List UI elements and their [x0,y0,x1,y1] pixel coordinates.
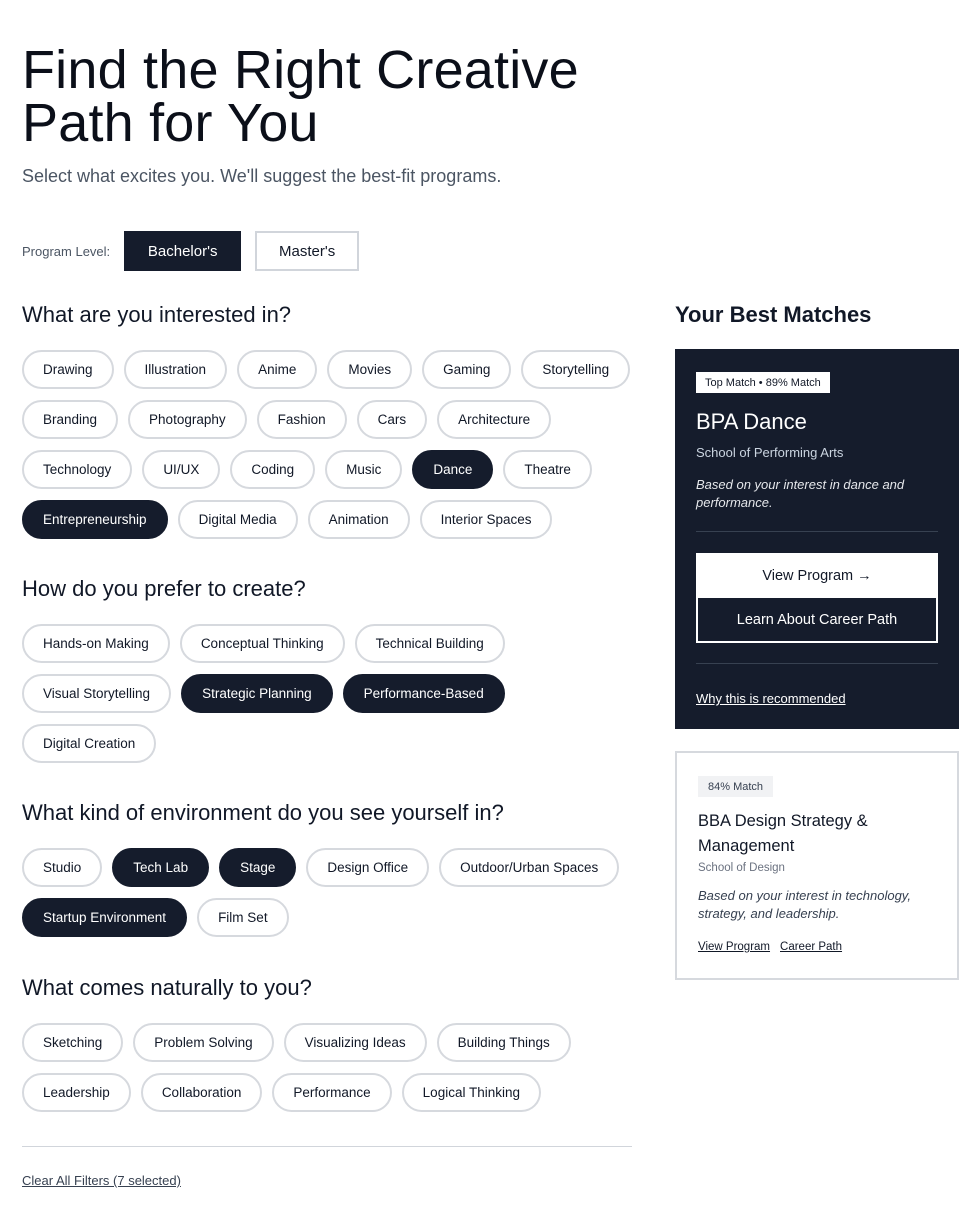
filter-chip[interactable]: Technical Building [355,624,505,663]
environment-title: What kind of environment do you see yourself in? [22,800,504,825]
filter-chip[interactable]: Entrepreneurship [22,500,168,539]
page-subtitle: Select what excites you. We'll suggest the best-fit programs. [22,166,502,186]
filter-chip[interactable]: Problem Solving [133,1023,273,1062]
interests-title: What are you interested in? [22,302,292,327]
filter-chip[interactable]: Branding [22,400,118,439]
filter-chip[interactable]: Storytelling [521,350,630,389]
filter-chip[interactable]: Technology [22,450,132,489]
filter-chip[interactable]: Film Set [197,898,289,937]
second-match-card [675,751,959,980]
why-recommended-link[interactable]: Why this is recommended [696,691,846,706]
filter-chip[interactable]: Photography [128,400,247,439]
school-name: School of Design [698,862,785,874]
top-match-card [675,349,959,729]
filter-chip[interactable]: Hands-on Making [22,624,170,663]
environment-chips [22,848,642,937]
filter-chip[interactable]: UI/UX [142,450,220,489]
environment-section [22,800,642,937]
view-program-button[interactable]: View Program → [696,553,938,598]
filter-chip[interactable]: Stage [219,848,296,887]
program-level-label: Program Level: [22,243,111,259]
filter-chip[interactable]: Sketching [22,1023,123,1062]
create-section [22,576,642,763]
create-chips [22,624,642,763]
school-name: School of Performing Arts [696,445,844,460]
filter-chip[interactable]: Design Office [306,848,429,887]
card-links [698,941,842,953]
filter-chip[interactable]: Illustration [124,350,228,389]
naturally-section [22,975,642,1112]
filter-chip[interactable]: Drawing [22,350,114,389]
footer-divider [22,1146,632,1147]
career-path-button[interactable]: Learn About Career Path [696,598,938,643]
program-name: BBA Design Strategy & Management [698,812,868,855]
naturally-chips [22,1023,642,1112]
filter-chip[interactable]: Cars [357,400,428,439]
filter-chip[interactable]: Building Things [437,1023,571,1062]
filter-chip[interactable]: Fashion [257,400,347,439]
matches-title: Your Best Matches [675,302,872,327]
page-title: Find the Right Creative Path for You [22,40,579,153]
filter-chip[interactable]: Startup Environment [22,898,187,937]
filter-chip[interactable]: Outdoor/Urban Spaces [439,848,619,887]
filter-chip[interactable]: Leadership [22,1073,131,1112]
masters-button[interactable]: Master's [255,231,359,271]
filter-chip[interactable]: Logical Thinking [402,1073,541,1112]
bachelors-button[interactable]: Bachelor's [124,231,241,271]
filter-chip[interactable]: Performance [272,1073,391,1112]
filter-chip[interactable]: Digital Media [178,500,298,539]
view-program-link[interactable]: View Program [698,941,771,953]
filter-chip[interactable]: Performance-Based [343,674,505,713]
filter-chip[interactable]: Tech Lab [112,848,209,887]
interests-section [22,302,642,539]
clear-filters-link[interactable]: Clear All Filters (7 selected) [22,1173,181,1188]
filter-chip[interactable]: Animation [308,500,410,539]
filter-chip[interactable]: Coding [230,450,315,489]
program-level-selector [22,231,373,271]
card-divider [696,663,938,664]
filter-chip[interactable]: Movies [327,350,412,389]
filter-chip[interactable]: Studio [22,848,102,887]
filter-chip[interactable]: Strategic Planning [181,674,333,713]
create-title: How do you prefer to create? [22,576,306,601]
filter-chip[interactable]: Dance [412,450,493,489]
filter-chip[interactable]: Conceptual Thinking [180,624,345,663]
match-reason: Based on your interest in dance and performance. [696,477,905,510]
naturally-title: What comes naturally to you? [22,975,312,1000]
filter-chip[interactable]: Collaboration [141,1073,263,1112]
filter-chip[interactable]: Digital Creation [22,724,156,763]
career-path-link[interactable]: Career Path [780,941,843,953]
filter-chip[interactable]: Anime [237,350,317,389]
interests-chips [22,350,642,539]
filter-chip[interactable]: Gaming [422,350,511,389]
program-name: BPA Dance [696,409,807,434]
filter-chip[interactable]: Visualizing Ideas [284,1023,427,1062]
match-badge: 84% Match [698,776,773,797]
filter-chip[interactable]: Visual Storytelling [22,674,171,713]
filter-chip[interactable]: Interior Spaces [420,500,553,539]
match-reason: Based on your interest in technology, strategy, and leadership. [698,888,911,921]
filter-chip[interactable]: Theatre [503,450,592,489]
filter-chip[interactable]: Music [325,450,402,489]
top-match-badge: Top Match • 89% Match [696,372,830,393]
filter-chip[interactable]: Architecture [437,400,551,439]
card-divider [696,531,938,532]
